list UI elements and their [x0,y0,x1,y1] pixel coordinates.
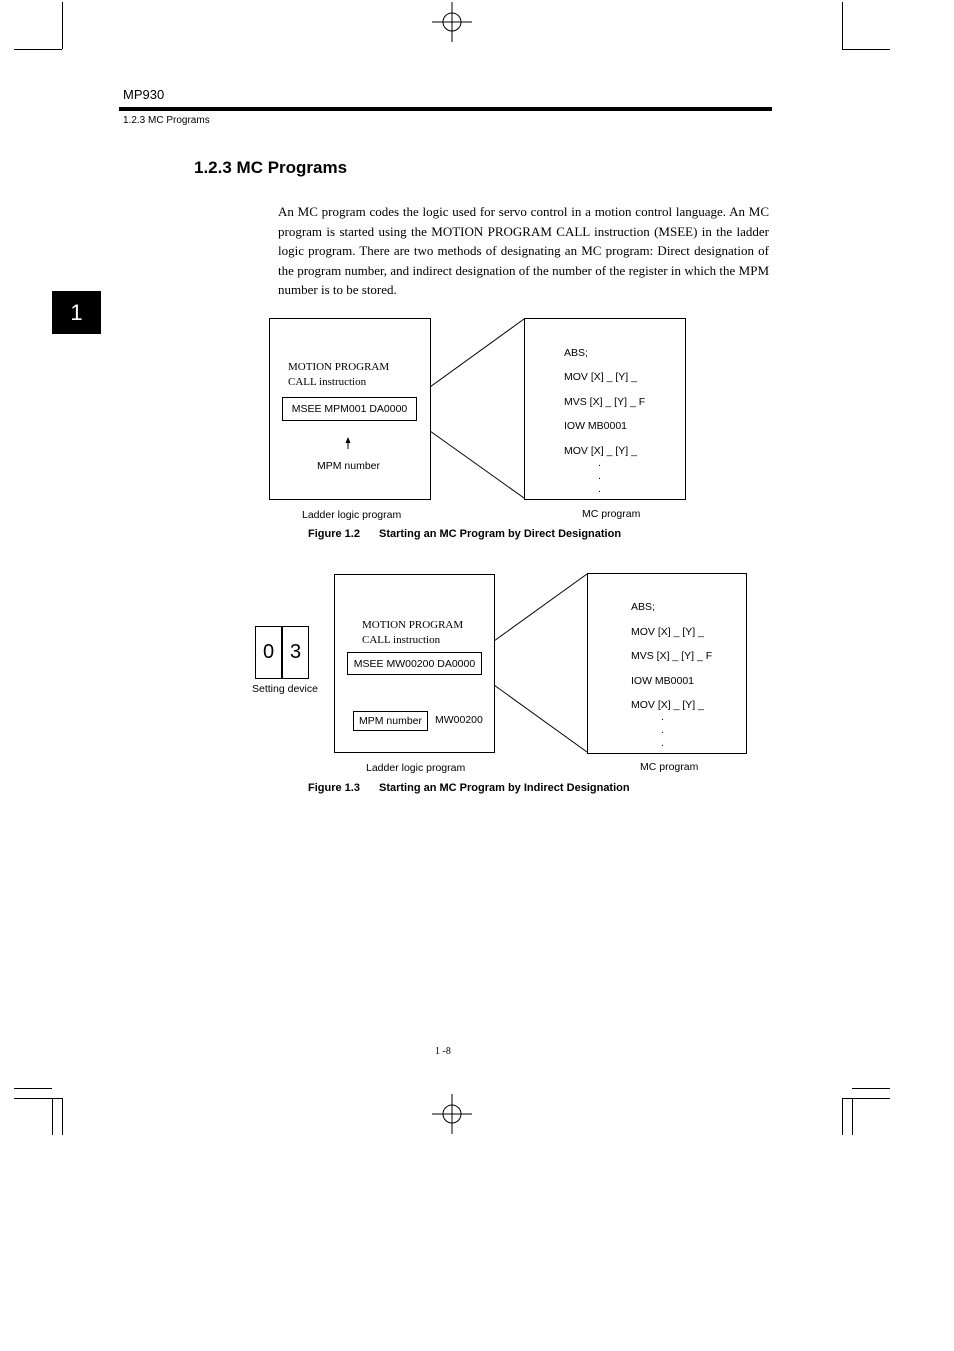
mc-line: MVS [X] _ [Y] _ F [631,650,713,662]
ladder-logic-label: Ladder logic program [366,762,466,774]
crop-mark [842,49,890,50]
chapter-tab: 1 [52,291,101,334]
figure-caption-number: Figure 1.2 [308,528,360,540]
figure-caption-number: Figure 1.3 [308,782,360,794]
crop-mark [852,1088,890,1089]
mc-program-box [524,318,686,500]
register-label: MW00200 [435,714,483,726]
mpm-number-box: MPM number [353,711,428,731]
continuation-dot: . [598,457,601,469]
continuation-dot: . [598,470,601,482]
mc-line: ABS; [564,347,588,359]
setting-device-label: Setting device [252,683,318,695]
page-number: 1 -8 [435,1046,451,1057]
mc-line: MOV [X] _ [Y] _ [631,626,704,638]
crop-mark [14,1088,52,1089]
crop-mark [842,2,843,49]
setting-device-digit: 3 [282,626,309,679]
registration-mark-bottom [432,1094,472,1134]
mc-line: IOW MB0001 [631,675,695,687]
setting-device-digit: 0 [255,626,282,679]
body-paragraph: An MC program codes the logic used for servo control in a motion control language. An MC program is started using the MOTION PROGRAM CALL instruction (MSEE) in the ladder logic program. There are two methods of designating an MC program: Direct designation of the program number, and indirect designation of the number of the register in which the MPM number is to be stored. [278,204,769,297]
header-section: 1.2.3 MC Programs [123,115,210,126]
ladder-title-line1: MOTION PROGRAM [288,361,390,373]
mc-line: IOW MB0001 [564,420,628,432]
mc-line: ABS; [631,601,655,613]
mc-line: MOV [X] _ [Y] _ [564,445,637,457]
mc-program-box [587,573,747,754]
registration-mark-top [432,2,472,42]
crop-mark [62,2,63,49]
header-model: MP930 [123,87,165,102]
continuation-dot: . [661,724,664,736]
mc-program-label: MC program [582,508,641,520]
ladder-title-line1: MOTION PROGRAM [362,619,464,631]
crop-mark [852,1098,853,1135]
mc-line: MVS [X] _ [Y] _ F [564,396,646,408]
mc-line: MOV [X] _ [Y] _ [631,699,704,711]
crop-mark [52,1098,53,1135]
figure-caption-text: Starting an MC Program by Indirect Designation [379,782,630,794]
ladder-logic-label: Ladder logic program [302,509,402,521]
mc-program-label: MC program [640,761,699,773]
crop-mark [14,1098,62,1099]
ladder-title-line2: CALL instruction [288,376,367,388]
crop-mark [842,1098,890,1099]
ladder-title-line2: CALL instruction [362,634,441,646]
crop-mark [62,1098,63,1135]
instruction-box: MSEE MW00200 DA0000 [347,652,482,675]
header-rule [119,107,772,111]
crop-mark [842,1098,843,1135]
continuation-dot: . [661,737,664,749]
instruction-box: MSEE MPM001 DA0000 [282,397,417,421]
figure-caption-text: Starting an MC Program by Direct Designation [379,528,622,540]
section-heading: 1.2.3 MC Programs [194,158,348,177]
crop-mark [14,49,62,50]
mpm-number-label: MPM number [317,460,381,472]
continuation-dot: . [661,711,664,723]
mc-line: MOV [X] _ [Y] _ [564,371,637,383]
continuation-dot: . [598,483,601,495]
